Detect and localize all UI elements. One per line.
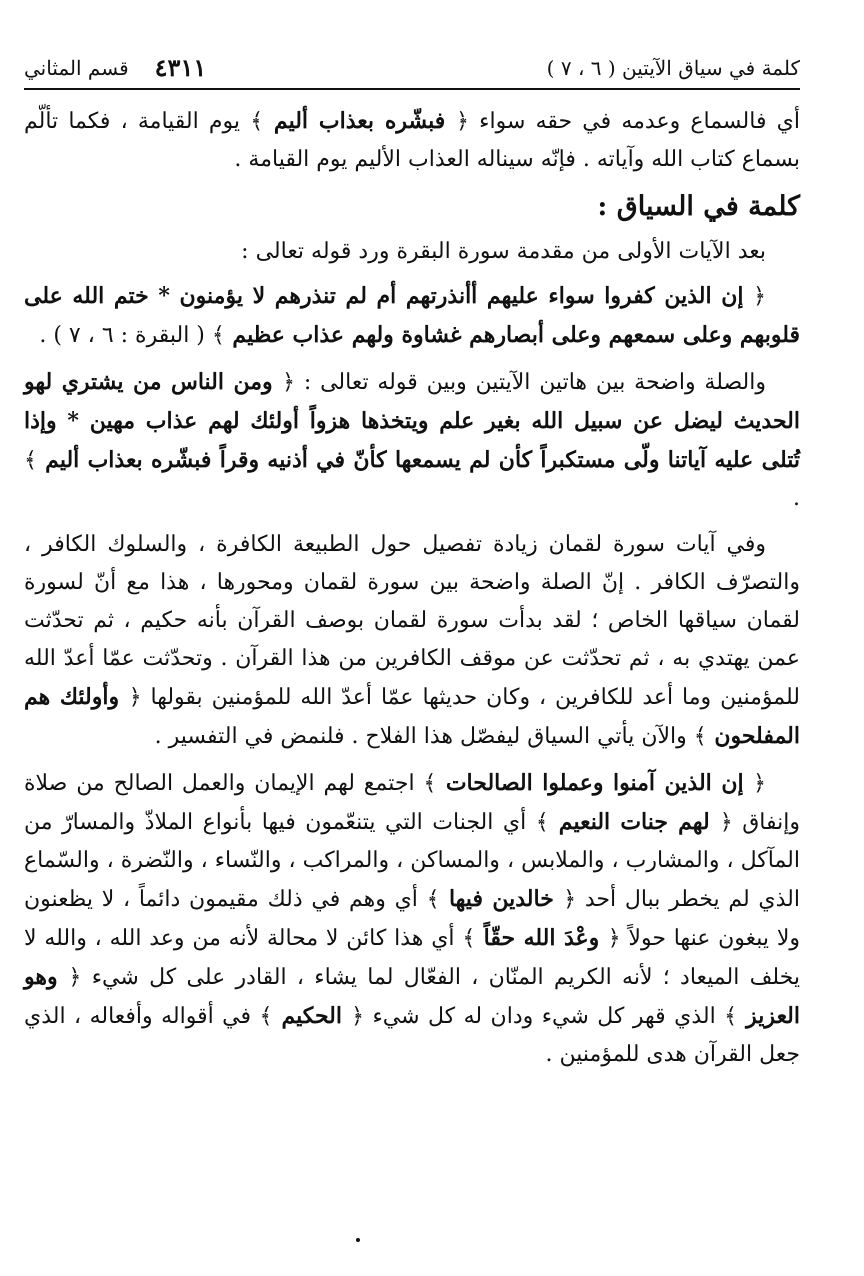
paragraph-text: والآن يأتي السياق ليفصّل هذا الفلاح . فلنمض في التفسير . [154,724,694,749]
ornate-bracket-close: ﴾ [259,1004,273,1029]
section-label: قسم المثاني [24,56,129,80]
paragraph-text: الذي قهر كل شيء ودان له كل شيء [363,1004,725,1029]
quran-quote: وأولئك هم المفلحون [24,684,800,749]
paragraph-text: أي الجنات التي يتنعّمون فيها بأنواع الملاذّ والمسارّ من المآكل ، والمشارب ، والملابس ، والمساكن ، والمراكب ، والنّساء ، والنّضرة ، والسّماع الذي لم يخطر ببال أحد [24,810,800,912]
ornate-bracket-open: ﴿ [719,810,733,835]
ornate-bracket-close: ﴾ [535,810,549,835]
paragraph-text: والصلة واضحة بين هاتين الآيتين وبين قوله تعالى : [295,370,766,395]
ornate-bracket-close: ﴾ [724,1004,738,1029]
section-heading: كلمة في السياق : [597,191,800,222]
quran-quote: فبشّره بعذاب أليم [263,108,457,134]
ornate-bracket-open: ﴿ [456,109,469,134]
paragraph-1 [24,102,800,179]
quran-quote: ومن الناس من يشتري لهو الحديث ليضل عن سبيل الله بغير علم ويتخذها هزواً أولئك لهم عذاب مهين * وإذا تُتلى عليه آياتنا ولّى مستكبراً كأن لم يسمعها كأنّ في أذنيه وقراً فبشّره بعذاب أليم [24,369,800,473]
paragraph-4 [24,764,800,1074]
ornate-bracket-close: ﴾ [462,926,476,951]
page-header [24,52,800,90]
ornate-bracket-open: ﴿ [128,685,142,710]
ornate-bracket-close: ﴾ [211,323,225,348]
paragraph-text: وفي آيات سورة لقمان زيادة تفصيل حول الطبيعة الكافرة ، والسلوك الكافر ، والتصرّف الكافر . إنّ الصلة واضحة بين سورة لقمان ومحورها ، هذا مع أنّ لسورة لقمان سياقها الخاص ؛ لقد بدأت سورة لقمان بوصف القرآن بأنه حكيم ، ثم تحدّثت عمن يهتدي به ، ثم تحدّثت عن موقف الكافرين من هذا القرآن . وتحدّثت عمّا أعدّ الله للمؤمنين وما أعد للكافرين ، وكان حديثها عمّا أعدّ الله للمؤمنين بقولها [24,532,800,710]
paragraph-2 [24,363,800,518]
quran-quote: إن الذين كفروا سواء عليهم أأنذرتهم أم لم تنذرهم لا يؤمنون * ختم الله على قلوبهم وعلى سمعهم وعلى أبصارهم غشاوة ولهم عذاب عظيم [24,283,800,348]
chapter-title: كلمة في سياق الآيتين ( ٦ ، ٧ ) [546,56,800,80]
ornate-bracket-close: ﴾ [426,887,440,912]
page-number: ٤٣١١ [154,53,207,82]
page-body [24,90,800,1074]
quran-quote: لهم جنات النعيم [548,809,720,835]
quran-quote: إن الذين آمنوا وعملوا الصالحات [436,770,754,796]
ornate-bracket-open: ﴿ [282,370,296,395]
ornate-bracket-close: ﴾ [693,724,707,749]
quran-quote: الحكيم [272,1003,352,1029]
paragraph-text: في أقواله وأفعاله ، الذي جعل القرآن هدى للمؤمنين . [24,1004,800,1067]
book-page [24,52,800,1262]
quran-quote: وهو العزيز [24,964,800,1029]
ornate-bracket-open: ﴿ [753,771,766,796]
paragraph-text: أي فالسماع وعدمه في حقه سواء [469,109,800,134]
footer-dot [356,1238,360,1242]
verse-reference: ( البقرة : ٦ ، ٧ ) . [39,323,212,348]
paragraph-text: أي هذا كائن لا محالة لأنه من وعد الله ، والله لا يخلف الميعاد ؛ لأنه الكريم المنّان ، الفعّال لما يشاء ، القادر على كل شيء [24,926,800,990]
ornate-bracket-open: ﴿ [753,284,766,309]
ornate-bracket-open: ﴿ [563,887,577,912]
paragraph-3 [24,526,800,756]
ornate-bracket-close: ﴾ [24,448,37,473]
ornate-bracket-open: ﴿ [351,1004,364,1029]
ornate-bracket-close: ﴾ [423,771,437,796]
ornate-bracket-open: ﴿ [68,965,82,990]
ornate-bracket-close: ﴾ [250,109,264,134]
intro-line: بعد الآيات الأولى من مقدمة سورة البقرة ورد قوله تعالى : [241,239,766,264]
paragraph-text: يوم القيامة ، فكما تألّم بسماع كتاب الله وآياته . فإنّه سيناله العذاب الأليم يوم القيامة . [24,109,800,172]
paragraph-text: اجتمع لهم الإيمان والعمل الصالح من صلاة وإنفاق [24,771,800,835]
quran-quote: خالدين فيها [439,886,564,912]
verse-block [24,277,800,355]
ornate-bracket-open: ﴿ [607,926,621,951]
header-meta [24,53,207,82]
paragraph-text: . [793,486,800,511]
quran-quote: وعْدَ الله حقّاً [475,925,608,951]
paragraph-text: أي وهم في ذلك مقيمون دائماً ، لا يظعنون ولا يبغون عنها حولاً [24,887,800,951]
